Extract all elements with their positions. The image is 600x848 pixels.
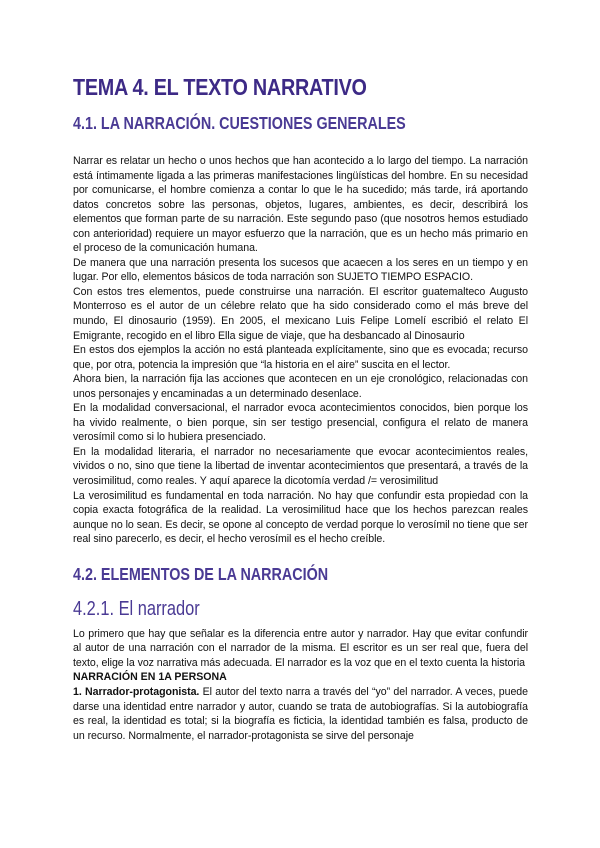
section-heading-narracion: 4.1. LA NARRACIÓN. CUESTIONES GENERALES <box>73 113 406 133</box>
paragraph: En estos dos ejemplos la acción no está planteada explícitamente, sino que es evocada; recurso que, por otra, potencia la impresión que “la historia en el aire” suscita en el lector. <box>73 344 528 371</box>
paragraph: La verosimilitud es fundamental en toda narración. No hay que confundir esta propiedad con la copia exacta fotográfica de la realidad. La verosimilitud hace que los hechos parezcan reales aunque no lo sean. Es decir, se opone al concepto de verdad porque lo verosímil no tiene que ser real sino parecerlo, es decir, el hecho verosímil es el hecho creíble. <box>73 489 528 546</box>
list-item-narrador-protagonista <box>73 685 528 743</box>
document-body <box>73 72 528 743</box>
paragraph: En la modalidad conversacional, el narrador evoca acontecimientos conocidos, bien porque los ha vivido realmente, o bien porque, sin ser testigo presencial, configura el relato de manera verosímil como si lo hubiera presenciado. <box>73 402 528 444</box>
paragraph: En la modalidad literaria, el narrador no necesariamente que evocar acontecimientos reales, vividos o no, sino que tiene la libertad de inventar acontecimientos que presentará, a través de la verosimilitud, como reales. Y aquí aparece la dicotomía verdad /= verosimilitud <box>73 445 528 488</box>
section-heading-elementos: 4.2. ELEMENTOS DE LA NARRACIÓN <box>73 563 329 584</box>
paragraph: Con estos tres elementos, puede construirse una narración. El escritor guatemalteco Augusto Monterroso es el autor de un célebre relato que ha sido considerado como el más breve del mundo, El dinosaurio (1959). En 2005, el mexicano Luis Felipe Lomelí escribió el relato El Emigrante, recogido en el libro Ella sigue de viaje, que ha desbancado al Dinosaurio <box>73 285 528 342</box>
bold-heading-primera-persona: NARRACIÓN EN 1A PERSONA <box>73 671 227 684</box>
document-title: TEMA 4. EL TEXTO NARRATIVO <box>73 74 367 100</box>
list-item-text: El autor del texto narra a través del “yo” del narrador. A veces, puede darse una identidad entre narrador y autor, cuando se trata de autobiografías. Si la autobiografía es real, la identidad es total; si la biografía es ficticia, la identidad también es falsa, producto de un recurso. Normalmente, el narrador-protagonista se sirve del personaje <box>73 685 528 742</box>
list-item-lead: 1. Narrador-protagonista. <box>73 685 200 698</box>
paragraph: De manera que una narración presenta los sucesos que acaecen a los seres en un tiempo y en lugar. Por ello, elementos básicos de toda narración son SUJETO TIEMPO ESPACIO. <box>73 256 528 284</box>
paragraph: Narrar es relatar un hecho o unos hechos que han acontecido a lo largo del tiempo. La narración está íntimamente ligada a las primeras manifestaciones lingüísticas del hombre. En su necesidad por comunicarse, el hombre comienza a contar lo que le ha sucedido; más tarde, irá aportando datos concretos sobre las personas, objetos, lugares, ambientes, es decir, describirá los elementos que forman parte de su narración. Este segundo paso (que nosotros hemos estudiado con anterioridad) requiere un mayor esfuerzo que la narración, que es un hecho más primario en el proceso de la comunicación humana. <box>73 155 528 255</box>
paragraph: Lo primero que hay que señalar es la diferencia entre autor y narrador. Hay que evitar confundir al autor de una narración con el narrador de la misma. El escritor es un ser real que, fuera del texto, elige la voz narrativa más adecuada. El narrador es la voz que en el texto cuenta la historia <box>73 627 528 669</box>
subsection-heading-narrador: 4.2.1. El narrador <box>73 597 200 620</box>
paragraph: Ahora bien, la narración fija las acciones que acontecen en un eje cronológico, relacionadas con unos personajes y encaminadas a un determinado desenlace. <box>73 373 528 400</box>
